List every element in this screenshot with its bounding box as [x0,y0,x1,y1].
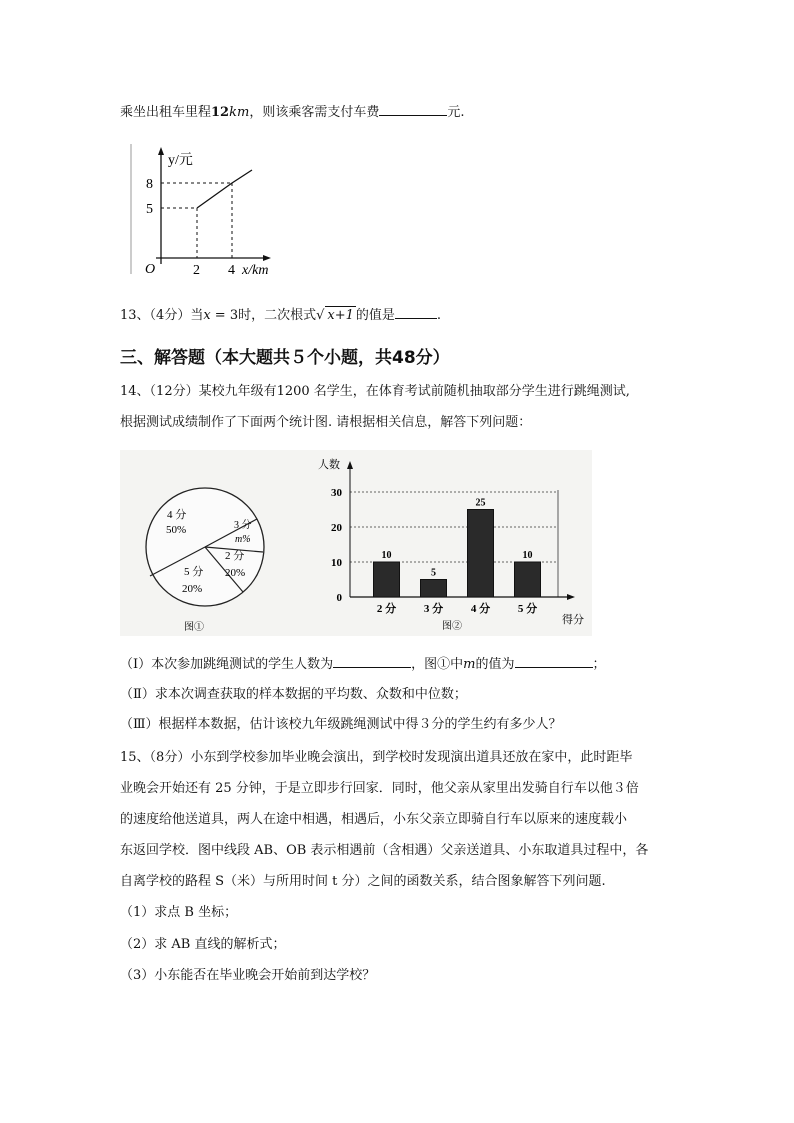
bar-value-label-1: 10 [381,550,392,561]
pie-slice-3-pct: m% [235,534,251,545]
q12-unit: km [229,105,250,120]
bar-ytick-20: 20 [331,522,342,534]
pie-slice-4-label: 4 分 [167,509,187,521]
bar-category-label-1: 2 分 [376,603,397,615]
graph-tick-y-5: 5 [146,202,153,217]
q12-text-after: ，则该乘客需支付车费 [249,105,380,120]
q14-sub1-c: 的值为 [475,657,515,672]
bar-x-arrow [567,594,575,600]
bar-xlabel: 得分 [562,614,584,626]
bar-ytick-30: 30 [331,487,342,499]
q14-line2: 根据测试成绩制作了下面两个统计图. 请根据相关信息，解答下列问题： [120,415,532,430]
q15-sub1: （1）求点 B 坐标； [120,905,238,920]
pie-slice-3-label: 3 分 [234,520,252,531]
q13-line: 13、（4分）当x = 3时，二次根式√ x+1 的值是 . [120,308,442,323]
q14-sub1-blank2[interactable] [515,655,593,668]
q13-suffix: 的值是 [355,308,395,323]
q15-line2: 业晚会开始还有 25 分钟，于是立即步行回家．同时，他父亲从家里出发骑自行车以他３倍 [120,781,639,796]
q14-sub1-var: m [463,657,476,672]
bar-caption: 图② [442,621,462,632]
graph-tick-y-8: 8 [146,177,153,192]
pie-slice-5-label: 5 分 [184,566,204,578]
pie-slice-2-label: 2 分 [225,550,245,562]
q14-sub1 [120,655,606,674]
q15-line5: 自离学校的路程 S（米）与所用时间 t 分）之间的函数关系，结合图象解答下列问题. [120,874,606,889]
q15-sub3: （3）小东能否在毕业晚会开始前到达学校？ [120,968,376,983]
bar-category-label-2: 3 分 [423,603,444,615]
bar-4 [515,562,541,597]
bar-ylabel: 人数 [318,459,340,471]
q12-text-end: 元. [447,105,465,120]
q14-sub1-blank1[interactable] [333,655,411,668]
graph-tick-x-4: 4 [228,263,235,278]
graph-x-arrow [263,255,271,261]
q15-sub2: （2）求 AB 直线的解析式； [120,937,286,952]
q14-sub1-b: ，图①中 [411,657,464,672]
fare-graph [128,138,298,278]
graph-fare-line [197,170,252,208]
pie-slice-4-pct: 50% [166,524,187,536]
q13-end: . [436,308,442,323]
graph-x-label: x/km [242,263,269,278]
bar-y-arrow [347,461,353,469]
q14-sub2: （Ⅱ）求本次调查获取的样本数据的平均数、众数和中位数； [120,687,467,702]
q12-line [120,103,464,122]
bar-3 [468,510,494,598]
q14-sub1-a: （Ⅰ）本次参加跳绳测试的学生人数为 [120,657,334,672]
q13-var: x [203,308,211,323]
bar-1 [374,562,400,597]
q15-line3: 的速度给他送道具，两人在途中相遇，相遇后，小东父亲立即骑自行车以原来的速度载小 [120,812,628,827]
bar-category-label-4: 5 分 [517,603,538,615]
bar-ytick-10: 10 [331,557,342,569]
pie-slice-2-pct: 20% [225,567,246,579]
q13-eq: = 3时，二次根式 [210,308,317,323]
bar-ytick-0: 0 [336,592,342,604]
q12-text-before: 乘坐出租车里程 [120,105,212,120]
q15-line4: 东返回学校．图中线段 AB、OB 表示相遇前（含相遇）父亲送道具、小东取道具过程中，各 [120,843,649,858]
bar-category-label-3: 4 分 [470,603,491,615]
q13-answer-blank[interactable] [395,306,437,319]
bar-2 [421,580,447,598]
q12-answer-blank[interactable] [379,103,447,116]
q14-sub3: （Ⅲ）根据样本数据，估计该校九年级跳绳测试中得３分的学生约有多少人？ [120,717,562,732]
pie-caption: 图① [184,622,204,633]
q15-line1: 15、（8分）小东到学校参加毕业晚会演出，到学校时发现演出道具还放在家中，此时距毕 [120,750,633,765]
bar-value-label-2: 5 [431,567,436,579]
q14-line1: 14、（12分）某校九年级有1200 名学生，在体育考试前随机抽取部分学生进行跳绳测试, [120,384,630,399]
pie-slice-5-pct: 20% [182,583,203,595]
graph-y-label: y/元 [168,153,193,168]
pie-chart [126,458,286,636]
graph-y-arrow [158,147,164,155]
bar-value-label-4: 10 [522,550,533,561]
q13-radicand: x+1 [327,308,354,323]
q13-prefix: 13、（4分）当 [120,308,204,323]
graph-tick-x-2: 2 [193,263,200,278]
graph-origin: O [145,262,156,277]
q14-sub1-d: ； [592,657,606,672]
q12-distance: 12 [211,105,230,120]
section3-title: 三、解答题（本大题共５个小题，共48分） [120,348,450,368]
bar-value-label-3: 25 [475,497,486,509]
bar-chart [300,452,590,634]
